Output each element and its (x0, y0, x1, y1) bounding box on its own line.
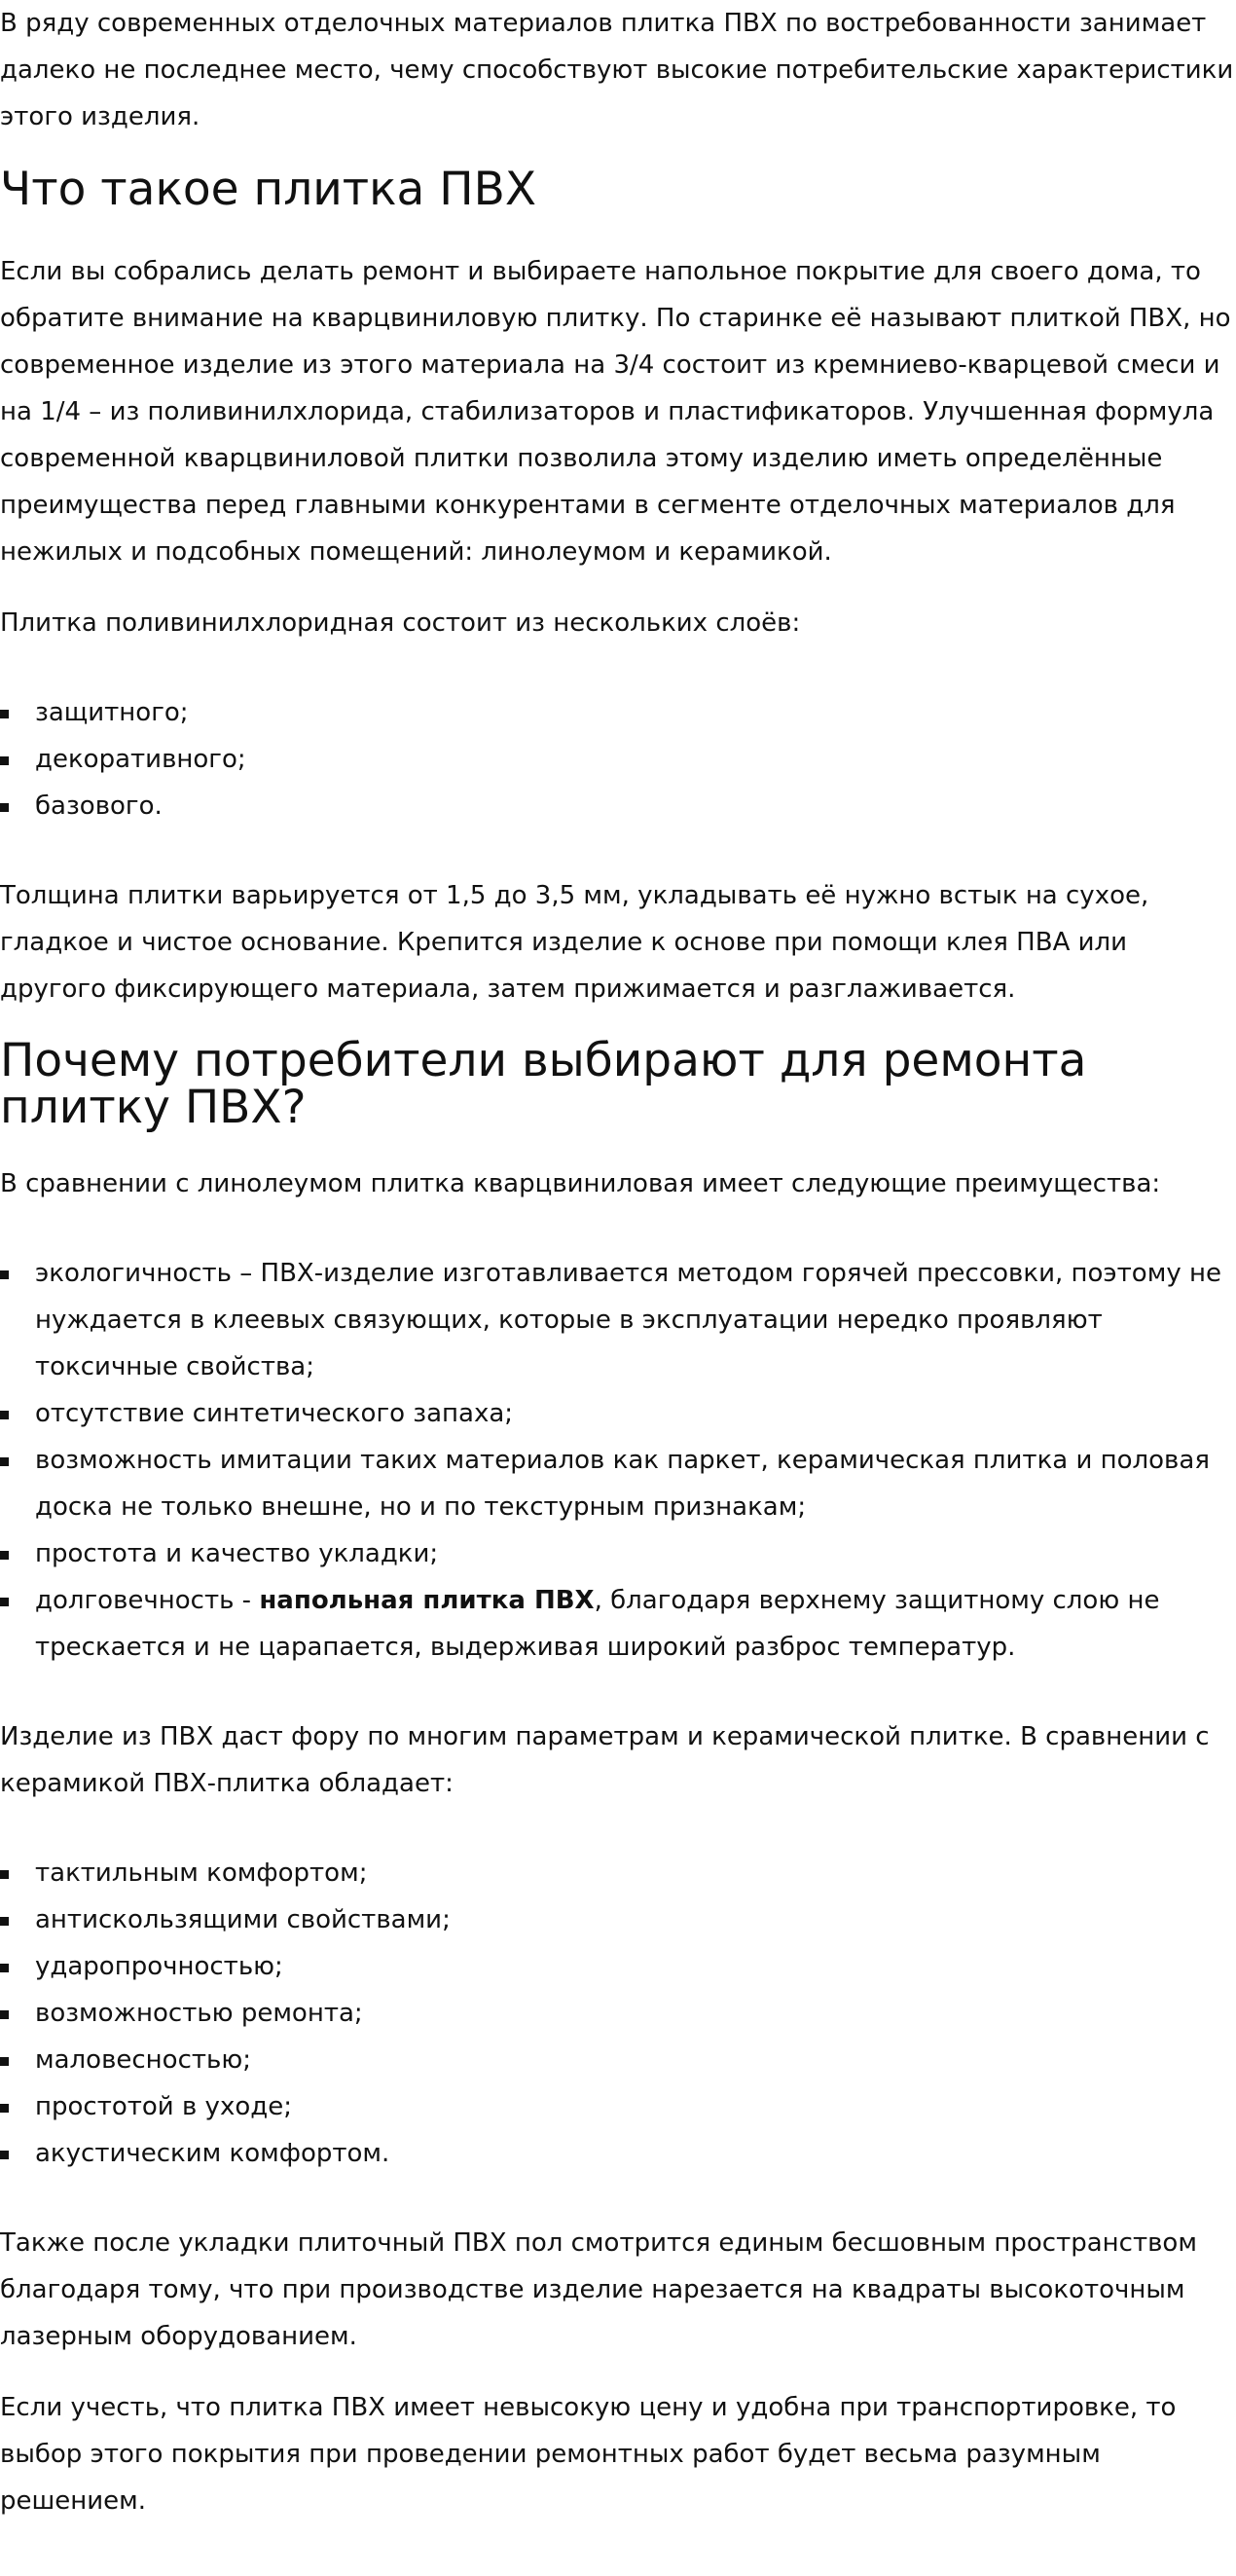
list-item-text: отсутствие синтетического запаха; (35, 1399, 514, 1428)
list-item-text: тактильным комфортом; (35, 1858, 368, 1888)
intro-paragraph: В ряду современных отделочных материалов плитка ПВХ по востребованности занимает далеко не последнее место, чему способствуют высокие потребительские характеристики этого изделия. (0, 9, 1234, 131)
ceramic-list (0, 1850, 1236, 2177)
list-item-text: экологичность – ПВХ-изделие изготавливается методом горячей прессовки, поэтому не нуждается в клеевых связующих, которые в эксплуатации нередко проявляют токсичные свойства; (35, 1259, 1221, 1381)
bullet-icon (0, 756, 9, 765)
bullet-icon (0, 2010, 9, 2019)
list-item (0, 2037, 1236, 2083)
list-item (0, 783, 1236, 829)
list-item-text: акустическим комфортом. (35, 2139, 390, 2168)
list-item-text: базового. (35, 791, 163, 821)
list-item-text: ударопрочностью; (35, 1952, 283, 1981)
paragraph-vs-ceramic: Изделие из ПВХ даст фору по многим параметрам и керамической плитке. В сравнении с керамикой ПВХ-плитка обладает: (0, 1722, 1210, 1798)
bullet-icon (0, 1457, 9, 1466)
list-item-text: маловесностью; (35, 2045, 252, 2075)
bullet-icon (0, 1411, 9, 1419)
paragraph-vs-linoleum: В сравнении с линолеумом плитка кварцвиниловая имеет следующие преимущества: (0, 1169, 1161, 1198)
list-item (0, 2130, 1236, 2177)
heading-why-choose: Почему потребители выбирают для ремонта плитку ПВХ? (0, 1034, 1087, 1134)
list-item (0, 1577, 1236, 1671)
bullet-icon (0, 1917, 9, 1926)
paragraph-conclusion: Если учесть, что плитка ПВХ имеет невысокую цену и удобна при транспортировке, то выбор этого покрытия при проведении ремонтных работ будет весьма разумным решением. (0, 2393, 1177, 2516)
bullet-icon (0, 803, 9, 812)
list-item-bold-keyword: напольная плитка ПВХ (259, 1586, 595, 1615)
list-item (0, 736, 1236, 783)
list-item (0, 1850, 1236, 1896)
list-item-text: защитного; (35, 698, 189, 727)
list-item (0, 1390, 1236, 1437)
list-item-suffix: , благодаря верхнему защитному слою не трескается и не царапается, выдерживая широкий разброс температур. (35, 1586, 1160, 1662)
heading-what-is: Что такое плитка ПВХ (0, 163, 537, 216)
list-item-text: возможностью ремонта; (35, 1999, 363, 2028)
list-item (0, 1943, 1236, 1990)
bullet-icon (0, 1551, 9, 1560)
list-item (0, 2083, 1236, 2130)
bullet-icon (0, 1270, 9, 1279)
bullet-icon (0, 1870, 9, 1879)
list-item (0, 1250, 1236, 1390)
list-item-text: простота и качество укладки; (35, 1539, 439, 1568)
paragraph-layers-intro: Плитка поливинилхлоридная состоит из нескольких слоёв: (0, 608, 801, 638)
list-item (0, 1437, 1236, 1530)
bullet-icon (0, 2057, 9, 2066)
bullet-icon (0, 710, 9, 718)
advantages-list (0, 1250, 1236, 1671)
list-item-text: антискользящими свойствами; (35, 1905, 451, 1934)
bullet-icon (0, 2104, 9, 2113)
bullet-icon (0, 1598, 9, 1606)
bullet-icon (0, 2151, 9, 2159)
layers-list (0, 689, 1236, 829)
list-item (0, 1530, 1236, 1577)
paragraph-description: Если вы собрались делать ремонт и выбираете напольное покрытие для своего дома, то обратите внимание на кварцвиниловую плитку. По старинке её называют плиткой ПВХ, но современное изделие из этого материала на 3/4 состоит из кремниево-кварцевой смеси и на 1/4 – из поливинилхлорида, стабилизаторов и пластификаторов. Улучшенная формула современной кварцвиниловой плитки позволила этому изделию иметь определённые преимущества перед главными конкурентами в сегменте отделочных материалов для нежилых и подсобных помещений: линолеумом и керамикой. (0, 257, 1231, 567)
list-item-prefix: долговечность - (35, 1586, 260, 1615)
list-item-text: декоративного; (35, 745, 246, 774)
paragraph-thickness: Толщина плитки варьируется от 1,5 до 3,5 мм, укладывать её нужно встык на сухое, гладкое и чистое основание. Крепится изделие к основе при помощи клея ПВА или другого фиксирующего материала, затем прижимается и разглаживается. (0, 881, 1149, 1004)
list-item-text: возможность имитации таких материалов как паркет, керамическая плитка и половая доска не только внешне, но и по текстурным признакам; (35, 1446, 1210, 1522)
list-item (0, 1990, 1236, 2037)
list-item (0, 689, 1236, 736)
paragraph-seamless: Также после укладки плиточный ПВХ пол смотрится единым бесшовным пространством благодаря тому, что при производстве изделие нарезается на квадраты высокоточным лазерным оборудованием. (0, 2228, 1197, 2351)
bullet-icon (0, 1964, 9, 1972)
list-item-text: простотой в уходе; (35, 2092, 292, 2121)
list-item (0, 1896, 1236, 1943)
